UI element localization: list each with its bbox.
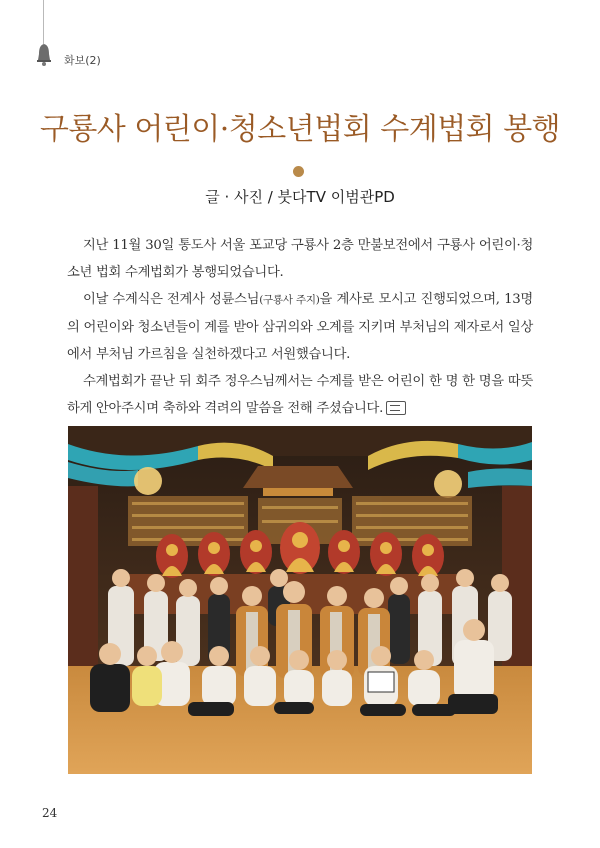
page-number: 24 bbox=[42, 806, 58, 820]
paragraph-2-rest: 을 계사로 모시고 진행되었으며, 13명의 어린이와 청소년들이 계를 받아 삼귀의와 오계를 지키며 부처님의 제자로서 일상에서 부처님 가르침을 실천하겠다고 서원했습니다. bbox=[67, 292, 533, 362]
article-byline: 글 · 사진 / 붓다TV 이범관PD bbox=[205, 188, 395, 206]
article-body bbox=[67, 232, 533, 422]
paragraph-2-lead: 이날 수계식은 전계사 성륜스님 bbox=[82, 292, 260, 307]
group-photo-illustration bbox=[68, 426, 532, 774]
group-photo bbox=[68, 426, 532, 774]
paragraph-2-note: (구룡사 주지) bbox=[259, 294, 320, 306]
bell-icon bbox=[35, 42, 53, 68]
bell-cord bbox=[43, 0, 44, 44]
article-title: 구룡사 어린이·청소년법회 수계법회 봉행 bbox=[39, 112, 561, 147]
paragraph-3-text: 수계법회가 끝난 뒤 회주 정우스님께서는 수계를 받은 어린이 한 명 한 명을 따뜻하게 안아주시며 축하와 격려의 말씀을 전해 주셨습니다. bbox=[67, 374, 533, 416]
section-label: 화보(2) bbox=[64, 54, 101, 67]
title-dot-ornament bbox=[293, 166, 304, 177]
paragraph-2 bbox=[67, 286, 533, 368]
end-mark-icon bbox=[386, 401, 406, 415]
paragraph-3 bbox=[67, 368, 533, 422]
paragraph-1: 지난 11월 30일 통도사 서울 포교당 구룡사 2층 만불보전에서 구룡사 어린이·청소년 법회 수계법회가 봉행되었습니다. bbox=[67, 238, 533, 280]
